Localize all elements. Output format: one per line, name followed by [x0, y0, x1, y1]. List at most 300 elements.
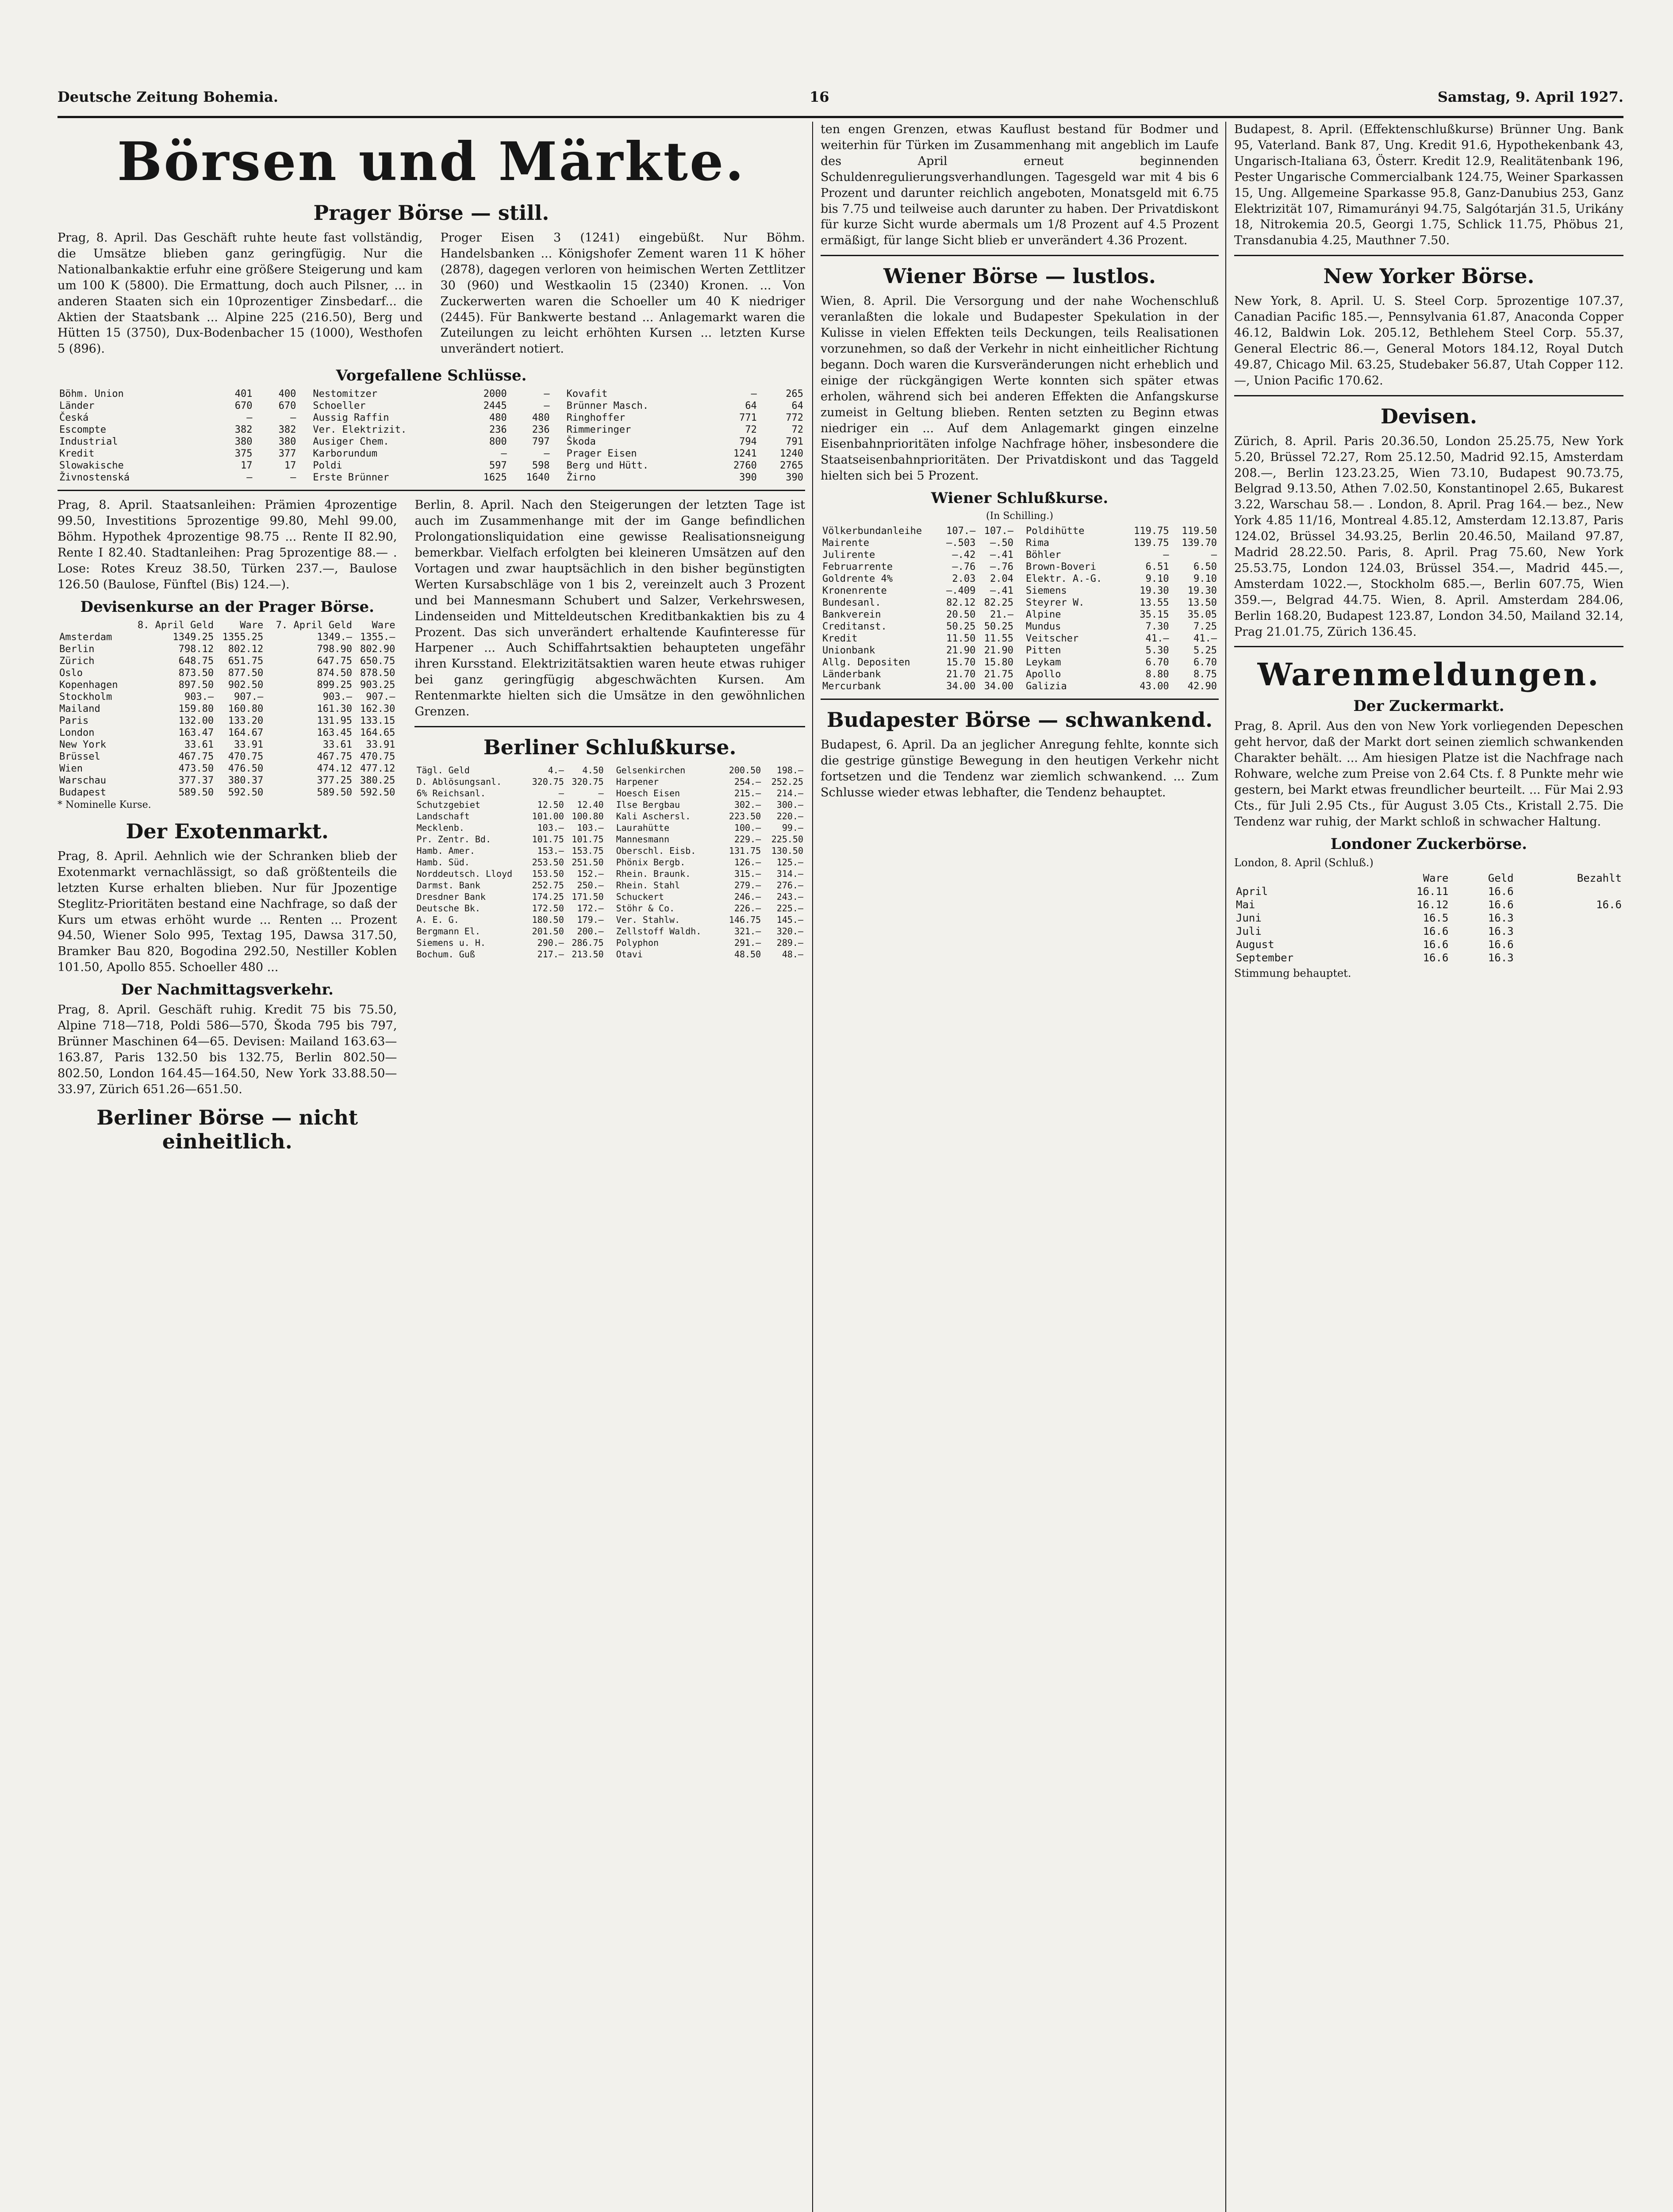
table-cell: Wien [59, 763, 83, 774]
table-cell: 401 [234, 388, 253, 400]
table-cell: Schoeller [313, 400, 366, 412]
london-zucker-foot: Stimmung behauptet. [1234, 967, 1351, 979]
table-cell: Budapest [59, 787, 106, 798]
table-row [311, 424, 551, 436]
table-cell: 100.— [734, 822, 761, 833]
table-cell: — [544, 448, 550, 460]
table-cell: 899.25 [317, 679, 352, 691]
table-cell: 172.50 [532, 902, 564, 914]
table-row [414, 926, 605, 937]
table-cell: 133.15 [360, 715, 395, 726]
table-cell: 133.20 [228, 715, 264, 726]
table-cell: 4.— [548, 764, 564, 776]
table-cell: 2765 [780, 460, 803, 472]
table-cell: 152.— [577, 868, 604, 879]
table-cell: Polyphon [616, 937, 659, 948]
devisen-text: Zürich, 8. April. Paris 20.36.50, London 25.25.75, New York 5.20, Brüssel 72.27, Rom 25.12.50, Madrid 92.15, Amsterdam 208.—, Berlin 123.23.25, Wien 73.10, Budapest 90.73.75, Belgrad 9.13.50, Athen 7.02.50, Konstantinopel 2.65, Bukarest 3.22, Warschau 58.— . London, 8. April. Prag 164.— bez., New York 4.85 11/16, Montreal 4.85.12, Amsterdam 12.13.87, Paris 124.02, Brüssel 34.93.25, Berlin 20.46.50, Mailand 97.87, Madrid 28.22.50. Paris, 8. April. Prag 75.60, New York 25.53.75, London 124.03, Brüssel 354.—, Madrid 445.—, Amsterdam 1022.—, Stockholm 685.—, Berlin 607.75, Wien 359.—, Belgrad 44.75. Wien, 8. April. Amsterdam 284.06, Berlin 168.20, Budapest 123.87, London 34.50, Mailand 32.14, Prag 21.01.75, Zürich 136.45. [1234, 434, 1623, 639]
table-cell: Kredit [822, 633, 858, 645]
table-row [58, 667, 397, 679]
table-cell: — [544, 400, 550, 412]
table-cell: 907.— [366, 691, 395, 703]
right-column [1234, 122, 1623, 2212]
table-row [821, 668, 1015, 680]
table-cell: 16.12 [1416, 898, 1449, 911]
table-cell: 377.37 [178, 775, 214, 786]
table-row [58, 727, 397, 739]
table-row [414, 891, 605, 902]
table-cell: 1241 [733, 448, 757, 460]
table-cell: Böhm. Union [59, 388, 124, 400]
table-row [414, 776, 605, 787]
table-cell: 670 [278, 400, 296, 412]
table-cell: — [290, 412, 296, 424]
table-row [1024, 657, 1219, 668]
wiener-schluss-left [821, 525, 1015, 692]
table-cell: 225.— [776, 902, 803, 914]
table-cell: 252.25 [771, 776, 803, 787]
table-cell: Mairente [822, 538, 869, 549]
table-cell: Siemens u. H. [416, 937, 486, 948]
table-cell: —.76 [990, 561, 1013, 573]
table-cell: 215.— [734, 787, 761, 799]
table-cell: — [246, 472, 253, 484]
table-cell: 8.80 [1145, 669, 1169, 680]
table-row [614, 776, 805, 787]
table-header [1234, 872, 1623, 885]
table-cell: 480 [489, 412, 507, 424]
table-cell: Kovafit [566, 388, 608, 400]
table-cell: 101.75 [532, 833, 564, 845]
wiener-title: Wiener Börse — lustlos. [883, 264, 1156, 288]
table-cell: 798.12 [178, 643, 214, 655]
table-cell: Ringhoffer [566, 412, 625, 424]
table-cell: 794 [739, 436, 757, 448]
table-cell: 797 [532, 436, 550, 448]
table-row [58, 739, 397, 751]
table-cell: 476.50 [228, 763, 264, 774]
table-cell: Gelsenkirchen [616, 764, 686, 776]
header-cell [1234, 872, 1371, 885]
table-row [614, 926, 805, 937]
table-cell: —.503 [946, 538, 976, 549]
table-cell: 877.50 [228, 667, 264, 679]
table-cell: Juli [1236, 925, 1262, 937]
table-cell: 103.— [537, 822, 564, 833]
table-cell: Rimmeringer [566, 424, 631, 436]
wiener-schluss-sub: (In Schilling.) [986, 511, 1053, 522]
table-cell: 223.50 [729, 810, 761, 822]
table-row [58, 751, 397, 763]
table-cell: Harpener [616, 776, 659, 787]
table-cell: 217.— [537, 949, 564, 960]
table-cell: 131.95 [317, 715, 352, 726]
table-row [58, 679, 397, 691]
table-cell: Hoesch Eisen [616, 787, 680, 799]
table-row [565, 400, 805, 412]
table-cell: 6.50 [1193, 561, 1217, 573]
table-row [58, 436, 298, 448]
rule [1234, 646, 1623, 647]
table-row [311, 412, 551, 424]
table-cell: Escompte [59, 424, 106, 436]
table-cell: Laurahütte [616, 822, 670, 833]
schluesse-title: Vorgefallene Schlüsse. [336, 367, 527, 385]
table-cell: 33.91 [366, 739, 395, 750]
table-cell: Galizia [1026, 681, 1067, 692]
table-cell: 6.70 [1193, 657, 1217, 668]
table-cell: Juni [1236, 911, 1262, 924]
berlin-schluss-left [414, 764, 605, 960]
table-cell: 16.6 [1423, 938, 1449, 951]
table-cell: Bundesanl. [822, 597, 881, 609]
table-cell: Bankverein [822, 609, 881, 621]
table-cell: 286.75 [572, 937, 604, 948]
table-cell: 12.40 [577, 799, 604, 810]
table-row [1024, 549, 1219, 561]
budapest-text: Budapest, 6. April. Da an jeglicher Anregung fehlte, konnte sich die gestrige günstige Bewegung in den heutigen Verkehr nicht fortsetzen und die Tendenz war ziemlich schwankend. ... Zum Schlusse wieder etwas lebhafter, die Tendenz behauptet. [821, 738, 1219, 799]
table-row [614, 764, 805, 776]
table-cell: 1240 [780, 448, 803, 460]
table-row [58, 703, 397, 715]
table-row [414, 879, 605, 891]
header-cell: Geld [1488, 872, 1514, 884]
table-row [58, 412, 298, 424]
table-cell: 21.90 [984, 645, 1013, 657]
table-cell: 382 [278, 424, 296, 436]
table-row [58, 472, 298, 484]
table-cell: 670 [234, 400, 253, 412]
table-cell: 802.12 [228, 643, 264, 655]
table-row [414, 810, 605, 822]
table-cell: 153.75 [572, 845, 604, 856]
table-cell: 878.50 [360, 667, 395, 679]
table-cell: Kredit [59, 448, 95, 460]
table-cell: —.50 [990, 538, 1013, 549]
table-row [1024, 645, 1219, 657]
table-row [821, 585, 1015, 597]
table-cell: 907.— [234, 691, 264, 703]
table-row [1024, 537, 1219, 549]
table-row [58, 691, 397, 703]
table-row [614, 787, 805, 799]
table-row [614, 879, 805, 891]
table-row [1234, 885, 1623, 898]
table-cell: 125.— [776, 856, 803, 868]
table-cell: 474.12 [317, 763, 352, 774]
table-cell: — [290, 472, 296, 484]
table-cell: 82.12 [946, 597, 976, 609]
table-cell: 164.67 [228, 727, 264, 738]
table-row [565, 424, 805, 436]
table-cell: 12.50 [537, 799, 564, 810]
table-cell: 41.— [1193, 633, 1217, 645]
table-cell: Brown-Boveri [1026, 561, 1096, 573]
table-row [821, 537, 1015, 549]
table-cell: 42.90 [1187, 681, 1217, 692]
table-cell: Deutsche Bk. [416, 902, 480, 914]
table-cell: 34.00 [984, 681, 1013, 692]
table-row [821, 609, 1015, 621]
table-cell: Mannesmann [616, 833, 670, 845]
rule [821, 699, 1219, 700]
table-cell: 8.75 [1193, 669, 1217, 680]
table-cell: 250.— [577, 879, 604, 891]
header-cell: Ware [1423, 872, 1449, 884]
table-cell: 903.— [322, 691, 352, 703]
table-row [414, 856, 605, 868]
table-row [1234, 925, 1623, 938]
table-row [58, 643, 397, 655]
table-cell: 17 [240, 460, 253, 472]
header-cell: Ware [372, 619, 395, 631]
table-cell: Kali Aschersl. [616, 810, 691, 822]
table-cell: 390 [739, 472, 757, 484]
table-cell: 164.65 [360, 727, 395, 738]
table-cell: Rhein. Braunk. [616, 868, 691, 879]
zucker-title: Der Zuckermarkt. [1353, 697, 1504, 715]
table-cell: 16.3 [1488, 951, 1514, 964]
table-cell: Kronenrente [822, 585, 887, 597]
table-cell: 903.25 [360, 679, 395, 691]
table-row [58, 787, 397, 799]
table-cell: 802.90 [360, 643, 395, 655]
table-row [1234, 951, 1623, 964]
table-cell: Berlin [59, 643, 95, 655]
table-cell: 16.5 [1423, 911, 1449, 924]
table-cell: 473.50 [178, 763, 214, 774]
table-cell: 17 [284, 460, 296, 472]
table-cell: 171.50 [572, 891, 604, 902]
table-cell: Oberschl. Eisb. [616, 845, 696, 856]
table-cell: Brüssel [59, 751, 100, 762]
table-row [614, 810, 805, 822]
table-cell: 320.— [776, 926, 803, 937]
table-cell: 159.80 [178, 703, 214, 714]
table-row [414, 914, 605, 926]
table-row [1024, 633, 1219, 645]
table-cell: — [751, 388, 757, 400]
table-row [414, 949, 605, 960]
table-cell: 648.75 [178, 655, 214, 667]
table-cell: 50.25 [946, 621, 976, 633]
table-cell: Oslo [59, 667, 83, 679]
header-cell [58, 619, 127, 631]
table-cell: 16.6 [1488, 938, 1514, 951]
table-cell: 1355.— [360, 631, 395, 643]
table-cell: 43.00 [1140, 681, 1169, 692]
table-cell: Ausiger Chem. [313, 436, 389, 448]
table-row [1024, 621, 1219, 633]
table-row [58, 775, 397, 787]
table-row [614, 833, 805, 845]
table-cell: Unionbank [822, 645, 875, 657]
devisen-prag-table [58, 619, 397, 799]
table-cell: 41.— [1145, 633, 1169, 645]
table-cell: — [598, 787, 604, 799]
table-cell: —.76 [952, 561, 976, 573]
table-cell: Darmst. Bank [416, 879, 480, 891]
table-row [614, 799, 805, 810]
table-cell: Poldi [313, 460, 342, 472]
table-cell: Norddeutsch. Lloyd [416, 868, 513, 879]
table-cell: 598 [532, 460, 550, 472]
table-cell: — [558, 787, 564, 799]
table-row [311, 436, 551, 448]
table-cell: 800 [489, 436, 507, 448]
berliner-text: Berlin, 8. April. Nach den Steigerungen der letzten Tage ist auch im Zusammenhange mit der im Gange befindlichen Prolongationsliquidation eine gewisse Realisationsneigung bemerkbar. Vielfach erfolgten bei kleineren Umsätzen auf den Vortagen und zwar hauptsächlich in den bisher begünstigten Werten Kursabschläge von 1 bis 2, vereinzelt auch 3 Prozent und bei Mannesmann Schubert und Salzer, Verkehrswesen, Lindenseiden und Mitteldeutschen Kreditbankaktien bis zu 4 Prozent. Das sich unverändert erhaltende Kaufinteresse für Harpener ... Auch Schiffahrtsaktien behaupteten ungefähr ihren Kursstand. Elektrizitätsaktien waren heute etwas ruhiger bei ganz geringfügig abgeschwächten Kursen. Am Rentenmarkte hielten sich die Umsätze in den gewöhnlichen Grenzen. [414, 498, 805, 719]
table-cell: 16.3 [1488, 911, 1514, 924]
table-cell: 771 [739, 412, 757, 424]
table-cell: Siemens [1026, 585, 1067, 597]
zucker-text: Prag, 8. April. Aus den von New York vorliegenden Depeschen geht hervor, daß der Markt dort seinen ziemlich schwankenden Charakter behält. ... Am hiesigen Platze ist die Nachfrage nach Rohware, welche zum Preise von 2.64 Cts. f. 8 Punkte mehr wie gestern, bei Markt etwas freundlicher beurteilt. ... Für Mai 2.93 Cts., für Juli 2.95 Cts., für August 3.05 Cts., Kristall 2.75. Die Tendenz war ruhig, der Markt schloß in schwacher Haltung. [1234, 719, 1623, 829]
table-cell: 72 [791, 424, 803, 436]
table-cell: 15.70 [946, 657, 976, 668]
table-row [414, 845, 605, 856]
wiener-text-2: Wien, 8. April. Die Versorgung und der nahe Wochenschluß veranlaßten die lokale und Budapester Spekulation in der Kulisse in vielen Effekten teils Deckungen, teils Realisationen vorzunehmen, so daß der Verkehr in nicht einheitlicher Richtung begann. Doch waren die Kursveränderungen nicht erheblich und einige der rückgängigen Werte konnten sich später etwas erholen, während sich bei anderen Effekten die Anfangskurse zumeist in Geltung blieben. Renten setzten zu Beginn etwas niedriger ein ... Auf dem Anlagemarkt gingen einzelne Eisenbahnprioritäten infolge Nachfrage höher, insbesondere die Staatseisenbahnprioritäten. Der Privatdiskont und das Taggeld hielten sich bei 5 Prozent. [821, 294, 1219, 483]
table-cell: 11.50 [946, 633, 976, 645]
header-cell: Bezahlt [1577, 872, 1622, 884]
table-cell: 6% Reichsanl. [416, 787, 486, 799]
table-cell: 163.45 [317, 727, 352, 738]
table-cell: Länder [59, 400, 95, 412]
table-cell: 2445 [483, 400, 507, 412]
table-cell: 400 [278, 388, 296, 400]
table-cell: Februarrente [822, 561, 893, 573]
page-number: 16 [810, 88, 829, 105]
table-cell: Warschau [59, 775, 106, 786]
berlin-schluss-title: Berliner Schlußkurse. [483, 735, 737, 759]
table-cell: 265 [786, 388, 803, 400]
table-cell: 179.— [577, 914, 604, 925]
table-cell: — [1211, 549, 1217, 561]
table-cell: 99.— [782, 822, 803, 833]
table-cell: — [246, 412, 253, 424]
table-cell: 246.— [734, 891, 761, 902]
table-row [614, 868, 805, 879]
table-cell: Völkerbundanleihe [822, 526, 922, 537]
rule [1234, 255, 1623, 256]
table-cell: Bergmann El. [416, 926, 480, 937]
table-cell: 253.50 [532, 856, 564, 868]
table-cell: 380 [234, 436, 253, 448]
schluesse-table [58, 388, 298, 484]
table-cell: 19.30 [1140, 585, 1169, 597]
table-cell [1516, 925, 1623, 938]
table-cell: Hamb. Amer. [416, 845, 475, 856]
table-row [1024, 680, 1219, 692]
table-cell: 16.6 [1423, 925, 1449, 937]
table-cell: Paris [59, 715, 89, 726]
london-zucker-table [1234, 872, 1623, 964]
devisen-prag-title: Devisenkurse an der Prager Börse. [80, 598, 374, 616]
table-cell: Landschaft [416, 810, 470, 822]
table-cell: 214.— [776, 787, 803, 799]
table-cell: Leykam [1026, 657, 1061, 668]
table-cell: 1625 [483, 472, 507, 484]
table-row [821, 645, 1015, 657]
table-row [311, 460, 551, 472]
table-row [565, 388, 805, 400]
table-cell: 21.— [990, 609, 1013, 621]
table-row [1024, 668, 1219, 680]
table-row [414, 787, 605, 799]
table-cell: 873.50 [178, 667, 214, 679]
table-row [414, 868, 605, 879]
table-row [58, 388, 298, 400]
table-cell: Česká [59, 412, 89, 424]
table-row [58, 424, 298, 436]
table-cell: 897.50 [178, 679, 214, 691]
table-cell: 21.70 [946, 669, 976, 680]
table-row [614, 937, 805, 949]
table-row [58, 655, 397, 667]
table-cell: Brünner Masch. [566, 400, 649, 412]
table-cell: 153.50 [532, 868, 564, 879]
table-cell: 226.— [734, 902, 761, 914]
header-rule [58, 116, 1623, 118]
table-row [565, 460, 805, 472]
table-row [821, 633, 1015, 645]
table-row [614, 845, 805, 856]
table-row [614, 822, 805, 833]
table-cell: 300.— [776, 799, 803, 810]
table-row [414, 799, 605, 810]
table-row [821, 561, 1015, 573]
table-cell: 279.— [734, 879, 761, 891]
table-cell: 589.50 [178, 787, 214, 798]
table-cell [1516, 885, 1623, 898]
table-cell: 321.— [734, 926, 761, 937]
table-row [1024, 585, 1219, 597]
table-row [414, 833, 605, 845]
table-cell: 276.— [776, 879, 803, 891]
rule [821, 255, 1219, 256]
table-row [614, 891, 805, 902]
table-cell: 34.00 [946, 681, 976, 692]
table-cell: 289.— [776, 937, 803, 948]
table-cell: —.41 [990, 549, 1013, 561]
left-block [58, 122, 805, 1228]
issue-date: Samstag, 9. April 1927. [1437, 88, 1623, 105]
table-cell: 650.75 [360, 655, 395, 667]
table-cell: 21.75 [984, 669, 1013, 680]
devisen-title: Devisen. [1381, 404, 1477, 428]
table-cell: 874.50 [317, 667, 352, 679]
table-cell: 5.30 [1145, 645, 1169, 657]
table-cell: 130.50 [771, 845, 803, 856]
column-rule [1225, 122, 1226, 2212]
table-cell: 254.— [734, 776, 761, 787]
table-cell: 139.75 [1134, 538, 1169, 549]
table-cell: Rima [1026, 538, 1049, 549]
table-cell: 1349.25 [173, 631, 214, 643]
table-cell: 119.50 [1182, 526, 1217, 537]
header-cell: Ware [240, 619, 264, 631]
table-cell: Stockholm [59, 691, 112, 703]
table-cell: Apollo [1026, 669, 1061, 680]
table-cell: 13.50 [1187, 597, 1217, 609]
waren-title: Warenmeldungen. [1257, 656, 1600, 693]
table-cell: Ver. Elektrizit. [313, 424, 407, 436]
table-cell: 162.30 [360, 703, 395, 714]
table-cell: 20.50 [946, 609, 976, 621]
table-cell: 19.30 [1187, 585, 1217, 597]
table-cell: New York [59, 739, 106, 750]
table-cell: 589.50 [317, 787, 352, 798]
table-cell: Aussig Raffin [313, 412, 389, 424]
table-cell: 72 [745, 424, 757, 436]
nachmittag-title: Der Nachmittagsverkehr. [121, 981, 334, 999]
